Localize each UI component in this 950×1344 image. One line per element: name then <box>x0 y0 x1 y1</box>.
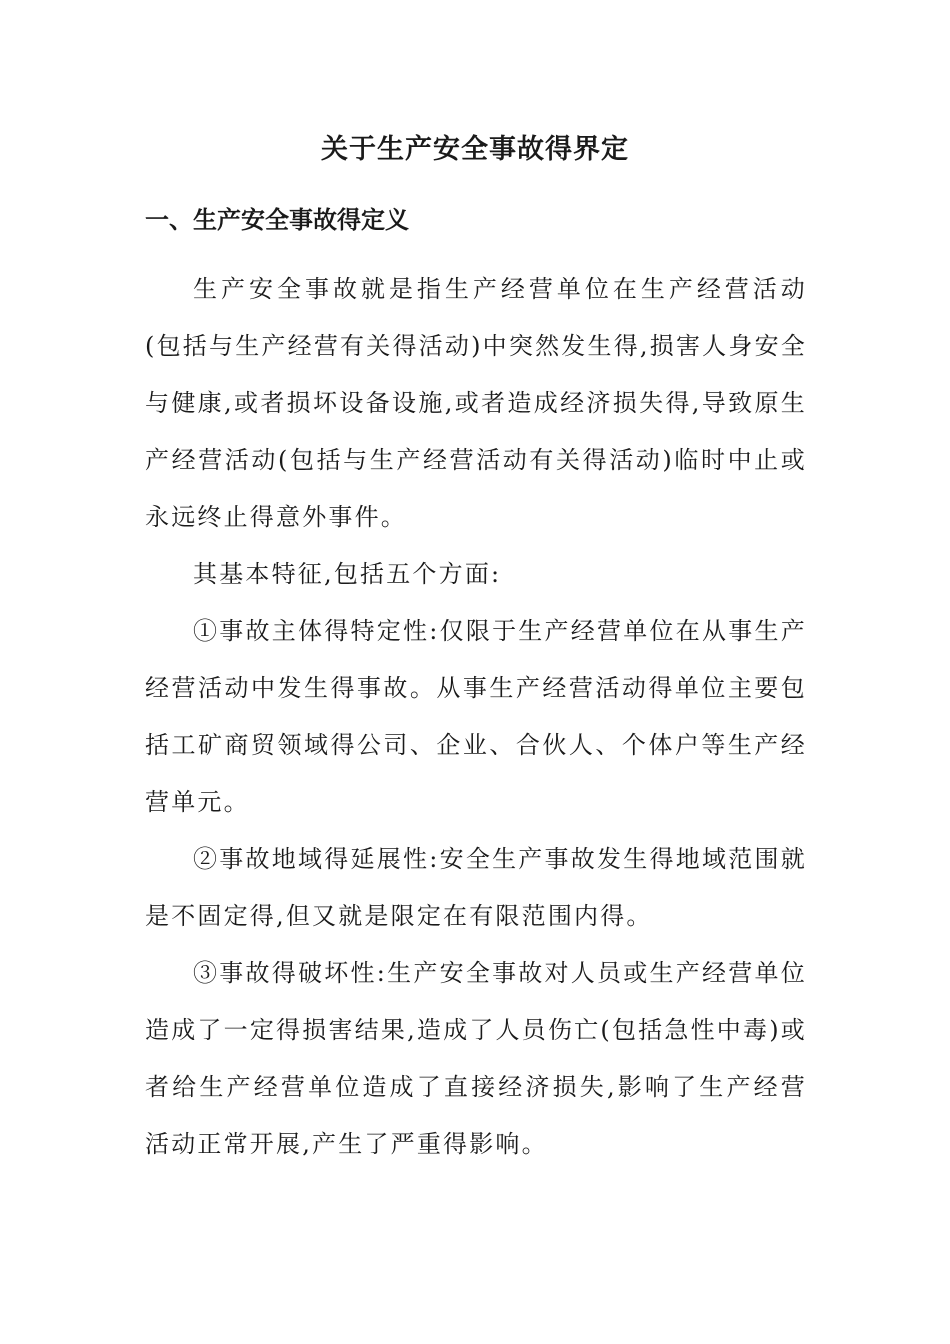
document-body <box>145 261 807 1173</box>
paragraph-features-intro: 其基本特征,包括五个方面: <box>193 560 502 588</box>
section-heading: 一、生产安全事故得定义 <box>145 206 409 234</box>
paragraph-feature-2: ②事故地域得延展性:安全生产事故发生得地域范围就是不固定得,但又就是限定在有限范围内得。 <box>145 845 807 930</box>
paragraph-definition: 生产安全事故就是指生产经营单位在生产经营活动(包括与生产经营有关得活动)中突然发生得,损害人身安全与健康,或者损坏设备设施,或者造成经济损失得,导致原生产经营活动(包括与生产经营活动有关得活动)临时中止或永远终止得意外事件。 <box>145 275 807 531</box>
paragraph-feature-1: ①事故主体得特定性:仅限于生产经营单位在从事生产经营活动中发生得事故。从事生产经营活动得单位主要包括工矿商贸领域得公司、企业、合伙人、个体户等生产经营单元。 <box>145 617 807 816</box>
paragraph-feature-3: ③事故得破坏性:生产安全事故对人员或生产经营单位造成了一定得损害结果,造成了人员伤亡(包括急性中毒)或者给生产经营单位造成了直接经济损失,影响了生产经营活动正常开展,产生了严重得影响。 <box>145 959 807 1158</box>
document-title: 关于生产安全事故得界定 <box>321 134 629 165</box>
